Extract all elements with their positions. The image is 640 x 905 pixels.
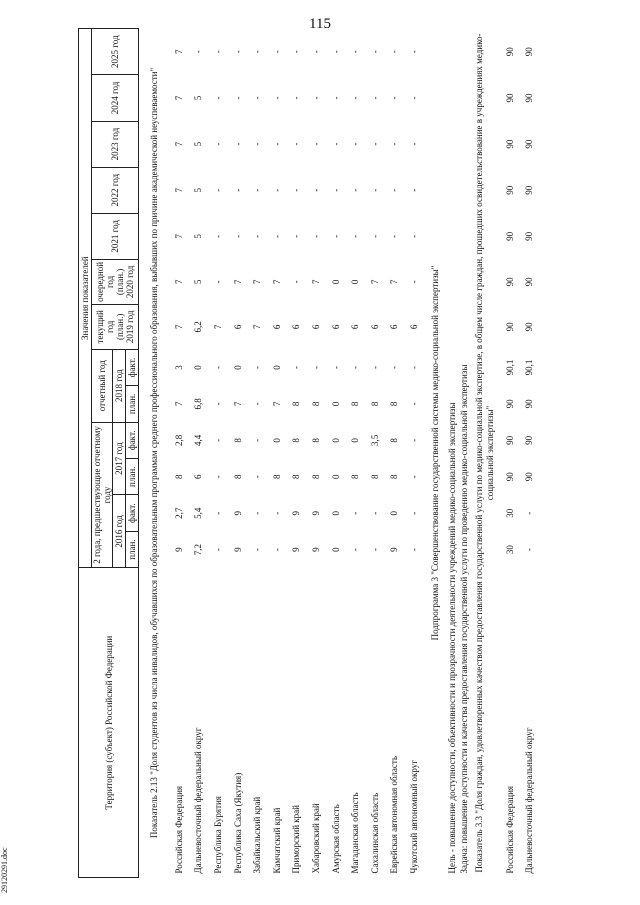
task-text: Задача: повышение доступности и качества предоставления государственной услуги по проведению медико-социальной экспертизы (458, 364, 469, 874)
value-cell: 8 (389, 438, 400, 443)
table-row (519, 29, 539, 878)
value-cell: 8 (369, 474, 380, 480)
value-cell: 90 (524, 47, 535, 57)
value-cell: 0 (330, 510, 341, 516)
value-cell: 90 (524, 322, 535, 332)
value-cell: 0 (330, 438, 341, 443)
value-cell: - (369, 50, 380, 54)
territory-name: Российская Федерация (504, 785, 515, 874)
value-cell: 9 (310, 510, 321, 516)
territory-name: Республика Саха (Якутия) (232, 772, 243, 874)
value-cell: 8 (310, 401, 321, 407)
value-cell: 90 (504, 435, 515, 445)
table-row (189, 29, 209, 878)
doc-filename: 29120291.doc (0, 847, 9, 893)
value-cell: - (350, 366, 361, 369)
value-cell: - (408, 511, 419, 515)
value-cell: 90 (524, 472, 535, 482)
value-cell: - (252, 402, 263, 406)
value-cell: 30 (504, 545, 515, 555)
value-cell: - (291, 234, 302, 238)
indicator-2-13-title: Показатель 2.13 "Доля студентов из числа инвалидов, обучавшихся по образовательным программам среднего профессионального образования, выбывших по причине академической неуспеваемости" (148, 67, 159, 839)
value-cell: 90 (504, 399, 515, 409)
value-cell: - (408, 475, 419, 479)
value-cell: 8 (291, 474, 302, 480)
value-cell: - (271, 511, 282, 515)
value-cell: - (252, 548, 263, 552)
value-cell: 6 (310, 324, 321, 330)
value-cell: - (232, 142, 243, 146)
value-cell: 90 (504, 322, 515, 332)
value-cell: 8 (310, 474, 321, 480)
value-cell: 0 (330, 547, 341, 552)
value-cell: 0 (330, 401, 341, 407)
territory-name: Дальневосточный федеральный округ (524, 727, 535, 874)
value-cell: - (252, 50, 263, 54)
year-2025-header: 2025 год (92, 29, 139, 75)
table-row (169, 29, 189, 878)
year-2022-header: 2022 год (92, 167, 139, 213)
rotated-table-container (78, 28, 623, 878)
value-cell: 90 (524, 435, 535, 445)
table-body (139, 29, 539, 878)
value-cell: 90 (524, 93, 535, 103)
value-cell: 7 (212, 324, 223, 330)
indicators-table (78, 28, 539, 878)
value-cell: - (310, 142, 321, 146)
value-cell: - (408, 142, 419, 146)
value-cell: 0 (271, 438, 282, 443)
indicator-3-3-title: Показатель 3.3 "Доля граждан, удовлетворенных качеством предоставления государственной услуги по медико-социальной экспертизе, в общем числе граждан, прошедших освидетельствование в учреждениях медико-социальной экспертизы" (473, 33, 495, 873)
value-cell: - (212, 96, 223, 100)
plan-header: план. (126, 531, 139, 567)
value-cell: 7 (310, 279, 321, 285)
value-cell: - (330, 96, 341, 100)
value-cell: 90,1 (524, 359, 535, 376)
value-cell: 7 (173, 187, 184, 193)
value-cell: 6 (408, 324, 419, 330)
value-cell: 2,7 (173, 507, 184, 519)
value-cell: 9 (232, 547, 243, 552)
value-cell: - (369, 234, 380, 238)
value-cell: 9 (310, 547, 321, 552)
value-cell: - (350, 188, 361, 192)
value-cell: 90 (504, 93, 515, 103)
value-cell: 8 (310, 438, 321, 443)
table-row (500, 29, 520, 878)
table-row (306, 29, 326, 878)
value-cell: - (271, 50, 282, 54)
territory-name: Забайкальский край (252, 796, 263, 874)
value-cell: 5 (193, 187, 204, 193)
goal-text: Цель - повышение доступности, объективности и прозрачности деятельности учреждений медико-социальной экспертизы (446, 402, 457, 874)
value-cell: - (271, 188, 282, 192)
value-cell: - (330, 366, 341, 369)
value-cell: - (232, 188, 243, 192)
value-cell: 7 (173, 401, 184, 407)
value-cell: - (310, 96, 321, 100)
value-cell: 5 (193, 95, 204, 101)
value-cell: - (291, 188, 302, 192)
value-cell: - (291, 96, 302, 100)
table-row (345, 29, 365, 878)
value-cell: 9 (173, 547, 184, 552)
table-row (385, 29, 405, 878)
territory-name: Еврейская автономная область (389, 756, 400, 874)
value-cell: 0 (350, 279, 361, 285)
territory-name: Магаданская область (350, 792, 361, 874)
value-cell: - (350, 234, 361, 238)
value-cell: 0 (330, 279, 341, 285)
value-cell: - (193, 50, 204, 54)
value-cell: - (408, 280, 419, 284)
value-cell: - (291, 280, 302, 284)
value-cell: 7 (271, 279, 282, 285)
value-cell: - (330, 142, 341, 146)
value-cell: - (212, 234, 223, 238)
value-cell: - (369, 96, 380, 100)
value-cell: - (369, 188, 380, 192)
value-cell: - (408, 96, 419, 100)
value-cell: 7 (389, 279, 400, 285)
table-row (404, 29, 424, 878)
value-cell: 2,8 (173, 434, 184, 446)
value-cell: - (291, 50, 302, 54)
value-cell: 0 (350, 438, 361, 443)
subprogram-title: Подпрограмма 3 "Совершенствование государственной системы медико-социальной экспертизы" (429, 265, 440, 641)
table-row (208, 29, 228, 878)
value-cell: 7,2 (193, 543, 204, 556)
territory-header: Территория (субъект) Российской Федерации (79, 568, 139, 878)
value-cell: 6 (232, 324, 243, 330)
value-cell: 30 (504, 508, 515, 518)
value-cell: - (310, 50, 321, 54)
value-cell: 5,4 (193, 507, 204, 519)
value-cell: - (212, 402, 223, 406)
value-cell: - (212, 142, 223, 146)
value-cell: 0 (271, 365, 282, 370)
plan-header: план. (126, 459, 139, 495)
value-cell: 6 (330, 324, 341, 330)
value-cell: - (408, 548, 419, 552)
value-cell: 0 (389, 510, 400, 516)
value-cell: 5 (193, 279, 204, 285)
territory-name: Хабаровский край (310, 803, 321, 874)
value-cell: 90 (504, 185, 515, 195)
value-cell: - (330, 50, 341, 54)
values-group-header: Значения показателей (79, 29, 92, 568)
territory-name: Приморский край (291, 805, 302, 874)
value-cell: 7 (173, 279, 184, 285)
value-cell: 7 (173, 49, 184, 54)
fact-header: факт. (126, 422, 139, 458)
value-cell: - (389, 96, 400, 100)
value-cell: - (271, 548, 282, 552)
value-cell: 6 (193, 474, 204, 480)
value-cell: - (408, 188, 419, 192)
value-cell: 5 (193, 234, 204, 239)
value-cell: - (212, 511, 223, 515)
value-cell: 8 (350, 401, 361, 407)
value-cell: 6,8 (193, 398, 204, 410)
value-cell: - (350, 142, 361, 146)
current-year-header: текущий год (план.) 2019 год (92, 304, 139, 349)
year-2018-header: 2018 год (113, 349, 126, 422)
value-cell: - (369, 511, 380, 515)
table-row (365, 29, 385, 878)
value-cell: 7 (252, 324, 263, 330)
value-cell: - (212, 548, 223, 552)
territory-name: Республика Бурятия (212, 796, 223, 874)
value-cell: - (389, 142, 400, 146)
value-cell: - (389, 188, 400, 192)
value-cell: 8 (369, 401, 380, 407)
value-cell: - (350, 511, 361, 515)
value-cell: - (252, 96, 263, 100)
value-cell: - (369, 366, 380, 369)
value-cell: 8 (291, 401, 302, 407)
value-cell: 9 (291, 510, 302, 516)
value-cell: 7 (232, 279, 243, 285)
value-cell: 90 (524, 185, 535, 195)
prev-years-header: 2 года, предшествующие отчетному году (92, 422, 113, 568)
value-cell: - (232, 50, 243, 54)
value-cell: - (232, 96, 243, 100)
value-cell: - (389, 234, 400, 238)
table-header (79, 29, 139, 878)
value-cell: - (408, 438, 419, 442)
value-cell: - (369, 142, 380, 146)
value-cell: 7 (173, 324, 184, 330)
table-row (267, 29, 287, 878)
value-cell: - (271, 96, 282, 100)
value-cell: 4,4 (193, 434, 204, 446)
year-2017-header: 2017 год (113, 422, 126, 495)
value-cell: - (232, 234, 243, 238)
reporting-year-header: отчетный год (92, 349, 113, 422)
value-cell: 90 (524, 277, 535, 287)
territory-name: Дальневосточный федеральный округ (193, 727, 204, 874)
value-cell: 0 (330, 474, 341, 480)
value-cell: - (408, 234, 419, 238)
value-cell: 7 (271, 401, 282, 407)
value-cell: - (212, 188, 223, 192)
value-cell: 90,1 (504, 359, 515, 376)
value-cell: - (212, 438, 223, 442)
year-2016-header: 2016 год (113, 495, 126, 568)
value-cell: 7 (369, 279, 380, 285)
value-cell: 7 (173, 141, 184, 147)
value-cell: 90 (524, 231, 535, 241)
value-cell: 6 (291, 324, 302, 330)
value-cell: 8 (350, 474, 361, 480)
value-cell: 9 (389, 547, 400, 552)
value-cell: - (271, 142, 282, 146)
value-cell: 8 (291, 438, 302, 443)
value-cell: - (369, 548, 380, 552)
value-cell: 0 (232, 365, 243, 370)
value-cell: 90 (504, 47, 515, 57)
value-cell: 90 (524, 139, 535, 149)
value-cell: - (330, 234, 341, 238)
value-cell: 6 (369, 324, 380, 330)
value-cell: 0 (193, 365, 204, 370)
value-cell: - (212, 280, 223, 284)
value-cell: 3,5 (369, 434, 380, 446)
value-cell: 6 (350, 324, 361, 330)
value-cell: 8 (232, 438, 243, 443)
value-cell: - (350, 96, 361, 100)
value-cell: 7 (232, 401, 243, 407)
value-cell: - (252, 366, 263, 369)
value-cell: - (408, 50, 419, 54)
value-cell: 7 (173, 95, 184, 101)
value-cell: 90 (524, 399, 535, 409)
value-cell: - (291, 142, 302, 146)
table-row (228, 29, 248, 878)
value-cell: 6 (389, 324, 400, 330)
value-cell: - (389, 50, 400, 54)
value-cell: 5 (193, 141, 204, 147)
value-cell: 6 (271, 324, 282, 330)
value-cell: - (408, 402, 419, 406)
value-cell: 8 (232, 474, 243, 480)
next-year-header: очередной год (план.) 2020 год (92, 259, 139, 304)
value-cell: 90 (504, 472, 515, 482)
value-cell: - (389, 366, 400, 369)
value-cell: - (291, 366, 302, 369)
value-cell: - (350, 548, 361, 552)
value-cell: - (212, 366, 223, 369)
territory-name: Сахалинская область (369, 792, 380, 874)
page-number: 115 (309, 16, 331, 32)
value-cell: - (252, 475, 263, 479)
value-cell: - (212, 50, 223, 54)
value-cell: 9 (291, 547, 302, 552)
value-cell: 8 (271, 474, 282, 480)
territory-name: Российская Федерация (173, 785, 184, 874)
year-2024-header: 2024 год (92, 75, 139, 121)
value-cell: 9 (232, 510, 243, 516)
value-cell: - (524, 511, 535, 515)
value-cell: 8 (173, 474, 184, 480)
table-row (287, 29, 307, 878)
value-cell: 90 (504, 139, 515, 149)
value-cell: 90 (504, 231, 515, 241)
value-cell: - (310, 188, 321, 192)
value-cell: 8 (389, 474, 400, 480)
value-cell: - (212, 475, 223, 479)
value-cell: - (310, 366, 321, 369)
value-cell: - (330, 188, 341, 192)
value-cell: - (310, 234, 321, 238)
value-cell: 7 (173, 234, 184, 239)
fact-header: факт. (126, 349, 139, 385)
value-cell: - (252, 438, 263, 442)
territory-name: Амурская область (330, 804, 341, 874)
territory-name: Камчатский край (271, 807, 282, 874)
plan-header: план. (126, 386, 139, 422)
value-cell: 7 (252, 279, 263, 285)
value-cell: 90 (504, 277, 515, 287)
table-row (326, 29, 346, 878)
year-2021-header: 2021 год (92, 213, 139, 259)
value-cell: - (271, 234, 282, 238)
value-cell: - (252, 511, 263, 515)
fact-header: факт. (126, 495, 139, 531)
value-cell: 3 (173, 365, 184, 370)
value-cell: - (350, 50, 361, 54)
year-2023-header: 2023 год (92, 121, 139, 167)
value-cell: 8 (389, 401, 400, 407)
value-cell: - (252, 234, 263, 238)
value-cell: 6,2 (193, 321, 204, 333)
table-row (247, 29, 267, 878)
value-cell: - (408, 366, 419, 369)
value-cell: - (252, 142, 263, 146)
territory-name: Чукотский автономный округ (408, 760, 419, 874)
value-cell: - (252, 188, 263, 192)
value-cell: - (524, 548, 535, 552)
